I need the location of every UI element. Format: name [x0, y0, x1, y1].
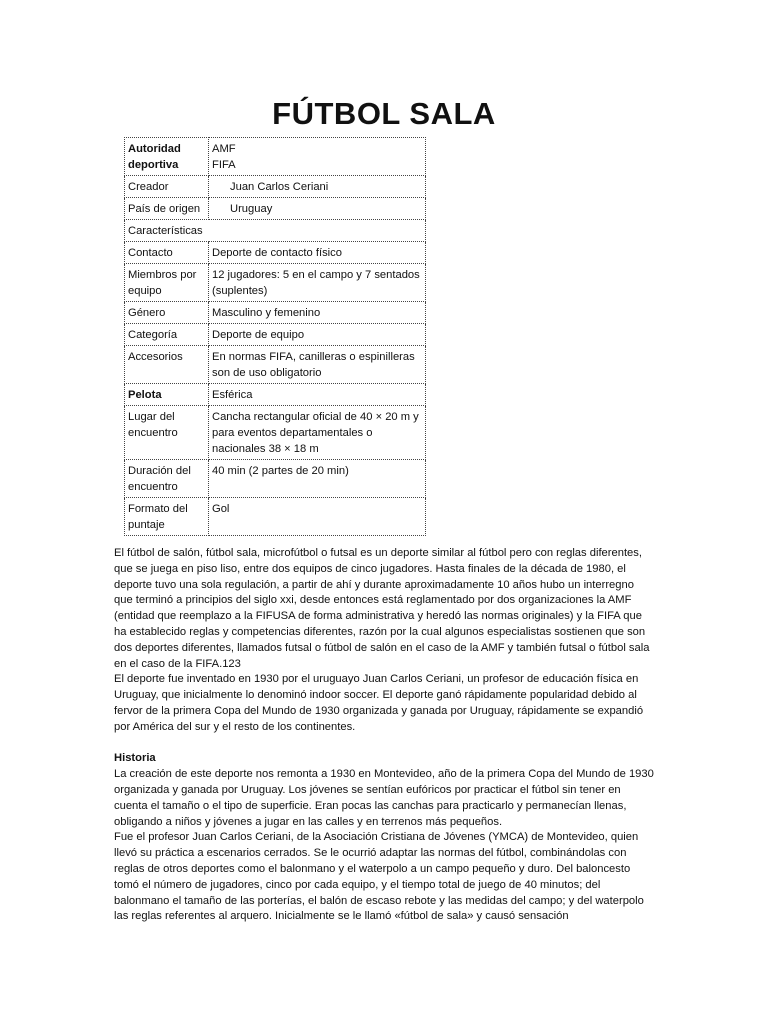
infobox-value: AMF FIFA — [209, 138, 426, 176]
infobox-row — [125, 406, 426, 460]
infobox-value: 40 min (2 partes de 20 min) — [209, 460, 426, 498]
page-title: FÚTBOL SALA — [272, 96, 496, 131]
infobox-label: Categoría — [125, 324, 209, 346]
infobox-row — [125, 242, 426, 264]
paragraph-intro: El fútbol de salón, fútbol sala, microfútbol o futsal es un deporte similar al fútbol pero con reglas diferentes, que se juega en piso liso, entre dos equipos de cinco jugadores. Hasta finales de la década de 1980, el deporte tuvo una sola regulación, a partir de ahí y durante aproximadamente 10 años hubo un interregno que terminó a principios del siglo xxi, desde entonces está reglamentado por dos organizaciones la AMF (entidad que reemplazo a la FIFUSA de forma administrativa y heredó las normas originales) y la FIFA que ha establecido reglas y competencias diferentes, razón por la cual algunos especialistas sostienen que son dos deportes diferentes, llamados futsal o fútbol de salón en el caso de la AMF y también futsal o fútbol sala en el caso de la FIFA.123 — [114, 547, 650, 670]
section-heading-historia: Historia — [114, 752, 156, 765]
paragraph-history-2: Fue el profesor Juan Carlos Ceriani, de la Asociación Cristiana de Jóvenes (YMCA) de Montevideo, quien llevó su práctica a escenarios cerrados. Se le ocurrió adaptar las normas del fútbol, combinándolas con reglas de otros deportes como el balonmano y el waterpolo a un campo pequeño y duro. Del baloncesto tomó el número de jugadores, cinco por cada equipo, y el tiempo total de juego de 40 minutos; del balonmano el tamaño de las porterías, el balón de escaso rebote y las medidas del campo; y del waterpolo las reglas referentes al arquero. Inicialmente se le llamó «fútbol de sala» y causó sensación — [114, 831, 644, 923]
infobox-section-heading: Características — [125, 220, 426, 242]
infobox-label: País de origen — [125, 198, 209, 220]
paragraph-origin: El deporte fue inventado en 1930 por el uruguayo Juan Carlos Ceriani, un profesor de educación física en Uruguay, que inicialmente lo denominó indoor soccer. El deporte ganó rápidamente popularidad debido al fervor de la primera Copa del Mundo de 1930 organizada y ganada por Uruguay, rápidamente se expandió por América del sur y el resto de los continentes. — [114, 673, 644, 733]
infobox-label: Miembros por equipo — [125, 264, 209, 302]
infobox-value: Masculino y femenino — [209, 302, 426, 324]
infobox-value: Deporte de contacto físico — [209, 242, 426, 264]
infobox-label: Género — [125, 302, 209, 324]
infobox-row — [125, 460, 426, 498]
infobox-row — [125, 138, 426, 176]
infobox-row — [125, 324, 426, 346]
infobox-value: En normas FIFA, canilleras o espinilleras son de uso obligatorio — [209, 346, 426, 384]
infobox-row — [125, 302, 426, 324]
infobox-row — [125, 176, 426, 198]
infobox-label: Contacto — [125, 242, 209, 264]
infobox-row — [125, 220, 426, 242]
infobox-label: Pelota — [125, 384, 209, 406]
infobox-row — [125, 264, 426, 302]
infobox-row — [125, 498, 426, 536]
infobox-value: Uruguay — [209, 198, 426, 220]
infobox-value: Gol — [209, 498, 426, 536]
infobox-row — [125, 198, 426, 220]
paragraph-history-1: La creación de este deporte nos remonta a 1930 en Montevideo, año de la primera Copa del Mundo de 1930 organizada y ganada por Uruguay. Los jóvenes se sentían eufóricos por practicar el fútbol sin tener en cuenta el tamaño o el tipo de superficie. Eran pocas las canchas para practicarlo y permanecían llenas, obligando a niños y jóvenes a jugar en las calles y en terrenos más pequeños. — [114, 768, 654, 828]
infobox-label: Lugar del encuentro — [125, 406, 209, 460]
infobox-value: Esférica — [209, 384, 426, 406]
infobox-row — [125, 346, 426, 384]
infobox-label: Accesorios — [125, 346, 209, 384]
article-body — [114, 546, 654, 925]
infobox-table — [124, 137, 426, 536]
infobox-label: Duración del encuentro — [125, 460, 209, 498]
infobox-value: Cancha rectangular oficial de 40 × 20 m y para eventos departamentales o nacionales 38 × 18 m — [209, 406, 426, 460]
infobox-label: Formato del puntaje — [125, 498, 209, 536]
infobox-value: Deporte de equipo — [209, 324, 426, 346]
infobox-row — [125, 384, 426, 406]
infobox-value: Juan Carlos Ceriani — [209, 176, 426, 198]
paragraph-spacer — [114, 736, 654, 752]
infobox-label: Autoridad deportiva — [125, 138, 209, 176]
infobox-label: Creador — [125, 176, 209, 198]
infobox-value: 12 jugadores: 5 en el campo y 7 sentados (suplentes) — [209, 264, 426, 302]
